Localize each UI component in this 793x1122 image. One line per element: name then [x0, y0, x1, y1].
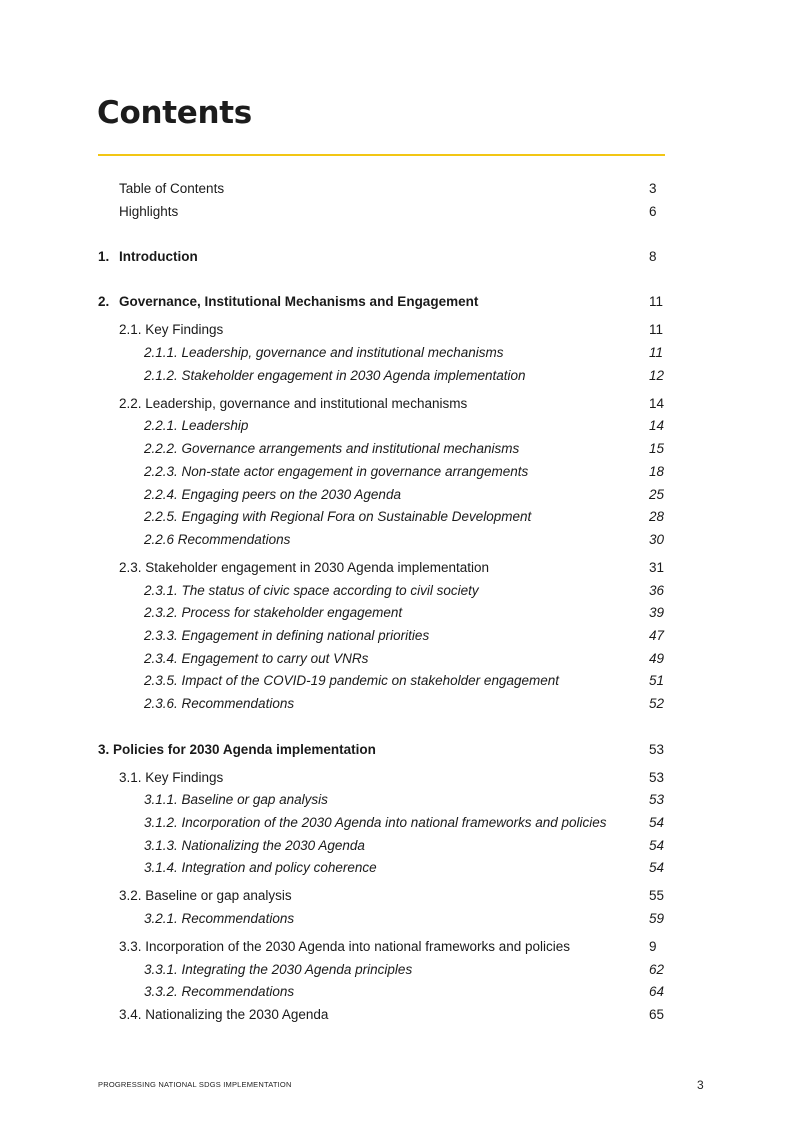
toc-entry-page: 12 [649, 368, 665, 383]
toc-entry-label: 2.2.1. Leadership [144, 418, 249, 433]
toc-entry-page: 54 [649, 815, 665, 830]
toc-entry-label: 3.3.2. Recommendations [144, 984, 295, 999]
toc-entry-label: 2.1.1. Leadership, governance and institutional mechanisms [144, 345, 504, 360]
toc-section[interactable] [98, 938, 665, 956]
toc-entry-page: 8 [649, 249, 657, 264]
running-footer: PROGRESSING NATIONAL SDGS IMPLEMENTATION [98, 1080, 292, 1089]
toc-entry-page: 64 [649, 984, 665, 999]
toc-entry-page: 11 [649, 322, 664, 337]
toc-entry-label: 2.3. Stakeholder engagement in 2030 Agenda implementation [119, 560, 490, 575]
page-title: Contents [97, 95, 252, 131]
toc-subsection[interactable] [98, 650, 665, 668]
toc-entry-page: 54 [649, 838, 665, 853]
toc-chapter-3[interactable] [98, 741, 665, 759]
toc-entry-page: 18 [649, 464, 665, 479]
toc-entry-page: 65 [649, 1007, 665, 1022]
toc-subsection[interactable] [98, 961, 665, 979]
toc-section[interactable] [98, 321, 665, 339]
toc-subsection[interactable] [98, 983, 665, 1001]
toc-entry-label: 2.3.1. The status of civic space according to civil society [144, 583, 479, 598]
toc-entry-page: 59 [649, 911, 665, 926]
toc-entry-label: 2.3.5. Impact of the COVID-19 pandemic on stakeholder engagement [144, 673, 559, 688]
toc-section[interactable] [98, 559, 665, 577]
toc-entry-label: 2.3.4. Engagement to carry out VNRs [144, 651, 369, 666]
toc-entry-label: 3.1. Key Findings [119, 770, 224, 785]
toc-subsection[interactable] [98, 440, 665, 458]
toc-entry-label: Governance, Institutional Mechanisms and Engagement [119, 294, 479, 309]
toc-entry-label: 2.2.3. Non-state actor engagement in governance arrangements [144, 464, 529, 479]
toc-entry-table-of-contents[interactable] [98, 180, 665, 198]
toc-subsection[interactable] [98, 672, 665, 690]
toc-subsection[interactable] [98, 627, 665, 645]
toc-section[interactable] [98, 769, 665, 787]
toc-entry-label: 2.3.2. Process for stakeholder engagement [144, 605, 403, 620]
toc-entry-highlights[interactable] [98, 203, 665, 221]
toc-subsection[interactable] [98, 344, 665, 362]
toc-subsection[interactable] [98, 508, 665, 526]
toc-entry-label: 2.2.5. Engaging with Regional Fora on Sustainable Development [144, 509, 532, 524]
toc-section[interactable] [98, 1006, 665, 1024]
toc-subsection[interactable] [98, 367, 665, 385]
toc-entry-page: 28 [649, 509, 665, 524]
toc-entry-label: 3.3. Incorporation of the 2030 Agenda into national frameworks and policies [119, 939, 571, 954]
toc-entry-page: 3 [649, 181, 657, 196]
toc-entry-label: 2.1. Key Findings [119, 322, 224, 337]
title-divider [98, 154, 665, 156]
toc-entry-label: 2.3.6. Recommendations [144, 696, 295, 711]
toc-entry-page: 31 [649, 560, 665, 575]
toc-section[interactable] [98, 395, 665, 413]
toc-entry-label: 2.2. Leadership, governance and institutional mechanisms [119, 396, 468, 411]
toc-entry-page: 14 [649, 418, 665, 433]
toc-subsection[interactable] [98, 486, 665, 504]
toc-chapter-number: 2. [98, 294, 110, 309]
toc-entry-page: 53 [649, 770, 665, 785]
toc-chapter-number: 1. [98, 249, 110, 264]
toc-entry-label: 2.2.4. Engaging peers on the 2030 Agenda [144, 487, 401, 502]
toc-entry-page: 47 [649, 628, 665, 643]
toc-entry-label: 3.4. Nationalizing the 2030 Agenda [119, 1007, 329, 1022]
toc-entry-label: 3.1.2. Incorporation of the 2030 Agenda into national frameworks and policies [144, 815, 607, 830]
toc-subsection[interactable] [98, 531, 665, 549]
toc-subsection[interactable] [98, 582, 665, 600]
toc-subsection[interactable] [98, 695, 665, 713]
toc-entry-page: 15 [649, 441, 665, 456]
toc-entry-label: 3.1.1. Baseline or gap analysis [144, 792, 328, 807]
toc-entry-page: 53 [649, 742, 665, 757]
toc-subsection[interactable] [98, 814, 665, 832]
toc-entry-page: 39 [649, 605, 665, 620]
toc-entry-label: 3. Policies for 2030 Agenda implementation [98, 742, 376, 757]
toc-section[interactable] [98, 887, 665, 905]
toc-entry-page: 53 [649, 792, 665, 807]
toc-entry-page: 30 [649, 532, 665, 547]
toc-subsection[interactable] [98, 463, 665, 481]
toc-entry-label: 3.3.1. Integrating the 2030 Agenda principles [144, 962, 413, 977]
toc-entry-page: 52 [649, 696, 665, 711]
toc-entry-label: Introduction [119, 249, 198, 264]
toc-subsection[interactable] [98, 859, 665, 877]
toc-entry-page: 14 [649, 396, 665, 411]
toc-entry-page: 55 [649, 888, 665, 903]
toc-entry-page: 25 [649, 487, 665, 502]
toc-entry-page: 54 [649, 860, 665, 875]
toc-entry-label: 2.1.2. Stakeholder engagement in 2030 Agenda implementation [144, 368, 526, 383]
toc-subsection[interactable] [98, 837, 665, 855]
page-number: 3 [697, 1078, 704, 1092]
toc-entry-page: 62 [649, 962, 665, 977]
toc-subsection[interactable] [98, 791, 665, 809]
toc-entry-label: 3.1.3. Nationalizing the 2030 Agenda [144, 838, 365, 853]
toc-entry-page: 49 [649, 651, 665, 666]
toc-entry-page: 51 [649, 673, 665, 688]
toc-subsection[interactable] [98, 910, 665, 928]
toc-entry-label: 3.2.1. Recommendations [144, 911, 295, 926]
toc-entry-page: 11 [649, 345, 664, 360]
toc-entry-label: 2.2.2. Governance arrangements and institutional mechanisms [144, 441, 520, 456]
toc-subsection[interactable] [98, 417, 665, 435]
toc-chapter-1[interactable] [98, 248, 665, 266]
toc-entry-label: Table of Contents [119, 181, 225, 196]
toc-subsection[interactable] [98, 604, 665, 622]
toc-entry-label: 3.1.4. Integration and policy coherence [144, 860, 377, 875]
toc-entry-page: 36 [649, 583, 665, 598]
toc-entry-label: Highlights [119, 204, 179, 219]
toc-chapter-2[interactable] [98, 293, 665, 311]
toc-entry-page: 9 [649, 939, 657, 954]
toc-entry-page: 6 [649, 204, 657, 219]
toc-entry-page: 11 [649, 294, 664, 309]
toc-entry-label: 2.3.3. Engagement in defining national priorities [144, 628, 430, 643]
toc-entry-label: 2.2.6 Recommendations [144, 532, 291, 547]
toc-entry-label: 3.2. Baseline or gap analysis [119, 888, 292, 903]
